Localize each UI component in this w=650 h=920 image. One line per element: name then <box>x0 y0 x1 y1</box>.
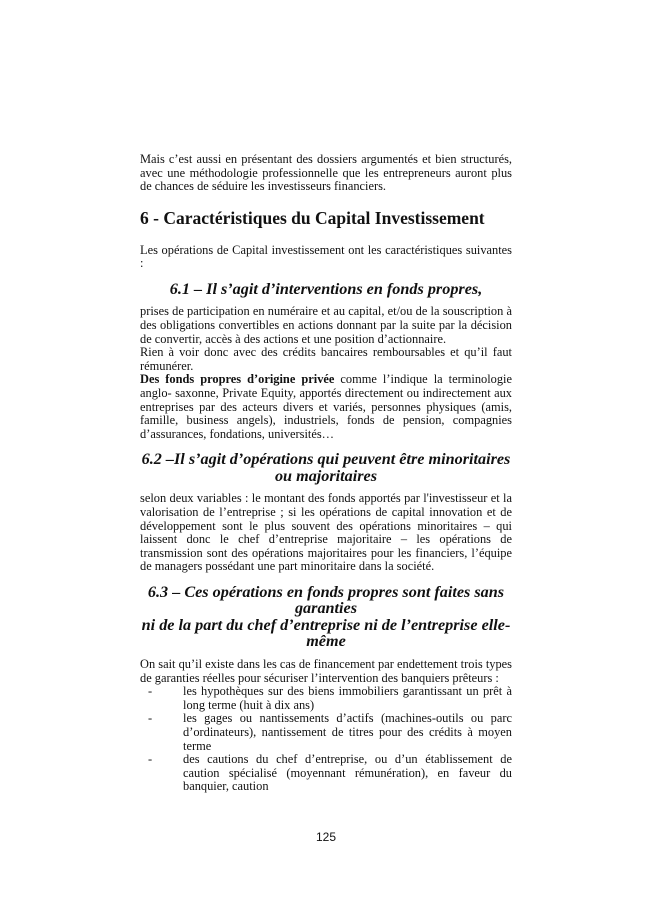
section-6-3-heading: 6.3 – Ces opérations en fonds propres sont faites sans garanties ni de la part du chef d’entreprise ni de l’entreprise elle-même <box>141 582 511 651</box>
list-item: - les hypothèques sur des biens immobiliers garantissant un prêt à long terme (huit à dix ans) <box>140 685 512 712</box>
section-6-2-body: selon deux variables : le montant des fonds apportés par l'investisseur et la valorisation de l’entreprise ; si les opérations de capital innovation et de développement sont le plus souvent des opérations minoritaires – qui laissent donc le chef d’entreprise majoritaire – les opérations de transmission sont des opérations majoritaires pour les financiers, l’équipe de managers possédant une part minoritaire dans la société. <box>140 491 512 574</box>
section-6-1-body: prises de participation en numéraire et au capital, et/ou de la souscription à des obligations convertibles en actions donnant par la suite par la décision de convertir, accès à des actions et une position d’actionnaire. Rien à voir donc avec des crédits bancaires remboursables et qu’il faut rémunérer. Des fonds propres d’origine privée comme l’indique la terminologie anglo- saxonne, Private Equity, apportés directement ou indirectement aux entreprises par des acteurs divers et variés, personnes physiques (amis, famille, business angels), industriels, fonds de pension, compagnies d’assurances, fondations, universités… <box>140 304 512 441</box>
page-number: 125 <box>315 829 337 844</box>
section-6-heading: 6 - Caractéristiques du Capital Investissement <box>140 207 485 228</box>
section-6-lead: Les opérations de Capital investissement ont les caractéristiques suivantes : <box>140 242 512 271</box>
list-item: - les gages ou nantissements d’actifs (machines-outils ou parc d’ordinateurs), nantissement de titres pour des crédits à moyen terme <box>140 712 512 753</box>
section-6-2-heading: 6.2 –Il s’agit d’opérations qui peuvent être minoritaires ou majoritaires <box>141 450 511 485</box>
section-6-3-body: On sait qu’il existe dans les cas de financement par endettement trois types de garanties réelles pour sécuriser l’intervention des banquiers prêteurs : - les hypothèques sur des biens immobiliers garantissant un prêt à long terme (huit à dix ans) - les gages ou nantissements d’actifs (machines-outils ou parc d’ordinateurs), nantissement de titres pour des crédits à moyen terme - des cautions du chef d’entreprise, ou d’un établissement de caution spécialisé (moyennant rémunération), en faveur du banquier, caution <box>140 658 512 794</box>
list-item: - des cautions du chef d’entreprise, ou d’un établissement de caution spécialisé (moyennant rémunération), en faveur du banquier, caution <box>140 753 512 794</box>
intro-paragraph: Mais c’est aussi en présentant des dossiers argumentés et bien structurés, avec une méthodologie professionnelle que les entrepreneurs auront plus de chances de séduire les investisseurs financiers. <box>140 152 512 194</box>
bold-phrase: Des fonds propres d’origine privée <box>140 372 335 387</box>
guarantee-list <box>140 685 512 794</box>
section-6-1-heading: 6.1 – Il s’agit d’interventions en fonds propres, <box>169 279 483 298</box>
